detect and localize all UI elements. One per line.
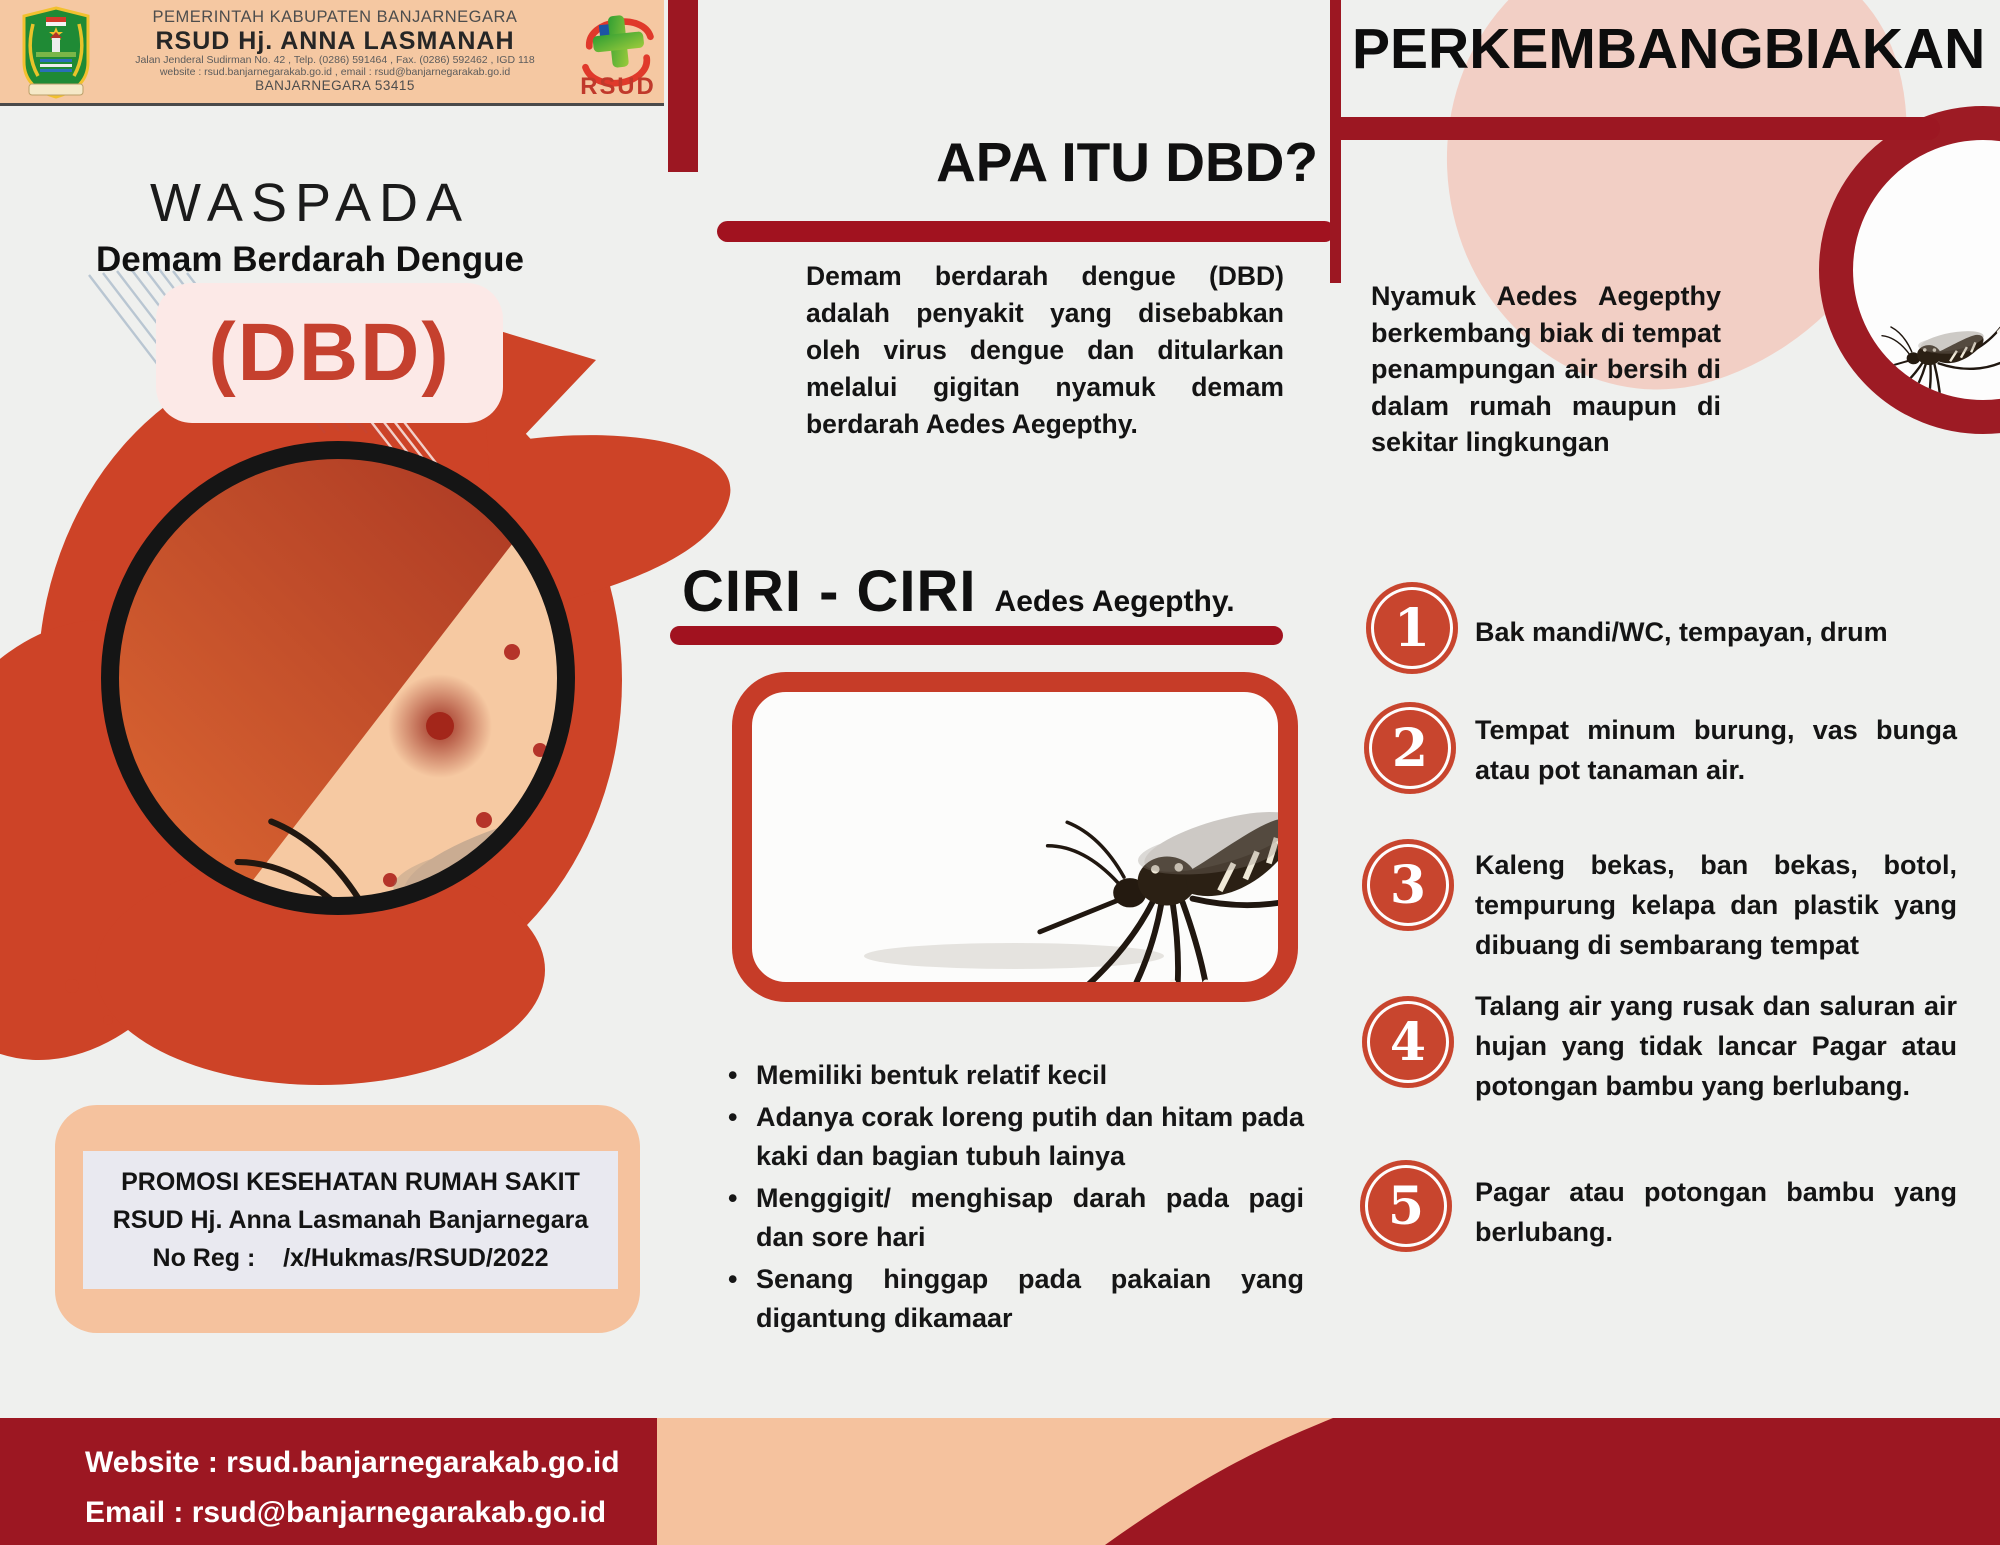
- numbered-badge-4: [1362, 996, 1454, 1088]
- breeding-item-3: Kaleng bekas, ban bekas, botol, tempurung kelapa dan plastik yang dibuang di sembarang tempat: [1475, 850, 1957, 960]
- breeding-item-5: Pagar atau potongan bambu yang berlubang.: [1475, 1177, 1957, 1247]
- ciri-heading-row: [682, 558, 1235, 625]
- badge-number: 2: [1391, 717, 1429, 779]
- banjarnegara-coat-of-arms: [16, 4, 96, 100]
- breeding-item-4: Talang air yang rusak dan saluran air hujan yang tidak lancar Pagar atau potongan bambu yang berlubang.: [1475, 991, 1957, 1101]
- fold-bar-left: [668, 0, 698, 172]
- perkembangbiakan-heading: PERKEMBANGBIAKAN: [1352, 17, 1986, 81]
- mosquito-photo-frame: [732, 672, 1298, 1002]
- badge-number: 1: [1393, 597, 1431, 659]
- svg-text:RSUD: RSUD: [580, 72, 656, 100]
- numbered-badge-1: [1366, 582, 1458, 674]
- waspada-subtitle: Demam Berdarah Dengue: [96, 240, 524, 279]
- ciri-bullet-item: • Menggigit/ menghisap darah pada pagi dan sore hari: [722, 1179, 1304, 1257]
- header-text-block: [96, 8, 574, 93]
- rsud-logo: [574, 4, 660, 100]
- mosquito-photo: [752, 692, 1278, 982]
- numbered-badge-5: [1360, 1160, 1452, 1252]
- apa-heading-underline: [717, 221, 1335, 242]
- ciri-bullet-item: • Memiliki bentuk relatif kecil: [722, 1056, 1304, 1095]
- numbered-badge-2: [1364, 702, 1456, 794]
- header-address: Jalan Jenderal Sudirman No. 42 , Telp. (0286) 591464 , Fax. (0286) 592462 , IGD 118: [135, 53, 535, 66]
- badge-number: 5: [1387, 1175, 1425, 1237]
- promo-line-3: No Reg : /x/Hukmas/RSUD/2022: [152, 1244, 549, 1272]
- apa-paragraph: Demam berdarah dengue (DBD) adalah penyakit yang disebabkan oleh virus dengue dan ditularkan melalui gigitan nyamuk demam berdarah Aedes Aegepthy.: [806, 261, 1284, 439]
- header-agency: PEMERINTAH KABUPATEN BANJARNEGARA: [152, 8, 518, 27]
- header-city: BANJARNEGARA 53415: [255, 78, 415, 94]
- promo-registration-box: [55, 1105, 640, 1333]
- perkembangbiakan-underline: [1333, 117, 1940, 140]
- promo-inner-box: [83, 1151, 618, 1289]
- promo-line-2: RSUD Hj. Anna Lasmanah Banjarnegara: [112, 1206, 589, 1234]
- breeding-item-2: Tempat minum burung, vas bunga atau pot tanaman air.: [1475, 715, 1957, 785]
- header-contact: website : rsud.banjarnegarakab.go.id , email : rsud@banjarnegarakab.go.id: [159, 65, 511, 78]
- dbd-abbreviation: (DBD): [208, 307, 451, 398]
- fold-bar-right: [1330, 0, 1341, 283]
- footer-website: Website : rsud.banjarnegarakab.go.id: [85, 1446, 620, 1479]
- header: [0, 0, 664, 106]
- footer-email: Email : rsud@banjarnegarakab.go.id: [85, 1496, 607, 1529]
- footer: [0, 1418, 2000, 1545]
- ciri-bullet-list: [722, 1056, 1304, 1341]
- numbered-badge-3: [1362, 839, 1454, 931]
- waspada-title: WASPADA: [149, 173, 471, 233]
- ciri-heading-underline: [670, 626, 1283, 645]
- badge-number: 4: [1389, 1011, 1427, 1073]
- badge-number: 3: [1389, 854, 1427, 916]
- ciri-bullet-item: • Senang hinggap pada pakaian yang digantung dikamaar: [722, 1260, 1304, 1338]
- perkembangbiakan-intro: Nyamuk Aedes Aegepthy berkembang biak di tempat penampungan air bersih di dalam rumah maupun di sekitar lingkungan: [1371, 281, 1721, 457]
- breeding-item-1: Bak mandi/WC, tempayan, drum: [1475, 617, 1888, 647]
- ciri-bullet-item: • Adanya corak loreng putih dan hitam pada kaki dan bagian tubuh lainya: [722, 1098, 1304, 1176]
- mosquito-circle-photo: [1798, 104, 2000, 438]
- ciri-subheading: Aedes Aegepthy.: [994, 585, 1235, 618]
- header-hospital-name: RSUD Hj. ANNA LASMANAH: [155, 26, 515, 55]
- mosquito-bite-illustration: [88, 428, 588, 928]
- promo-line-1: PROMOSI KESEHATAN RUMAH SAKIT: [121, 1168, 580, 1196]
- ciri-heading: CIRI - CIRI: [682, 559, 977, 624]
- apa-itu-dbd-heading: APA ITU DBD?: [936, 131, 1318, 193]
- dbd-abbreviation-box: [156, 283, 503, 423]
